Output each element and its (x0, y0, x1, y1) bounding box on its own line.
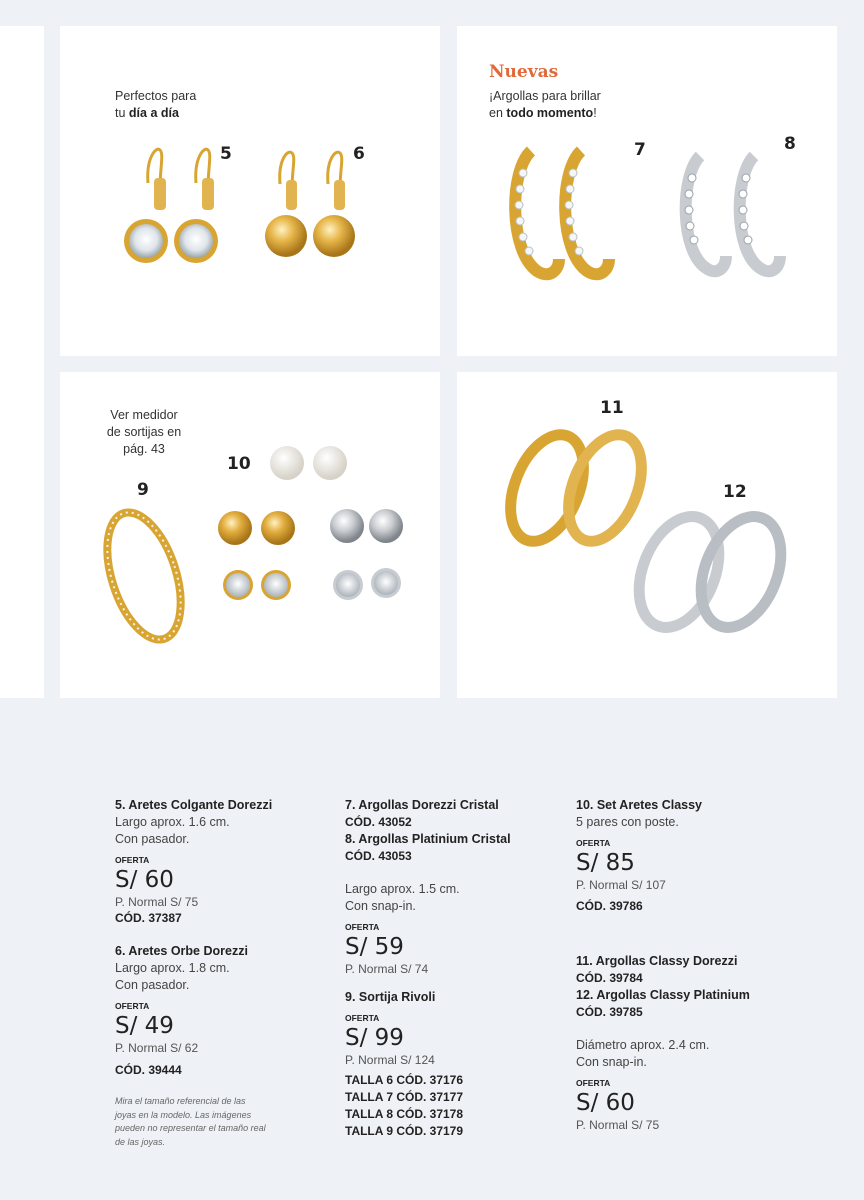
ring-size-code: TALLA 7 CÓD. 37177 (345, 1090, 464, 1104)
normal-price-7-8: P. Normal S/ 74 (345, 962, 429, 976)
product-desc: Largo aprox. 1.8 cm. (115, 961, 230, 975)
product-info-column-2 (345, 797, 555, 1140)
product-desc: Largo aprox. 1.5 cm. (345, 882, 460, 896)
offer-price-6: S/ 49 (115, 1013, 174, 1039)
product-name-10: 10. Set Aretes Classy (576, 798, 703, 812)
normal-price-5: P. Normal S/ 75 (115, 895, 199, 909)
product-panel-7-8 (457, 26, 837, 356)
product-number-7: 7 (634, 140, 646, 160)
product-number-8: 8 (784, 134, 796, 154)
product-desc: 5 pares con poste. (576, 815, 679, 829)
crystal-drop-earrings-image (120, 138, 260, 278)
product-number-5: 5 (220, 144, 232, 164)
product-number-10: 10 (227, 454, 251, 474)
product-number-12: 12 (723, 482, 747, 502)
panel-caption: Perfectos para tu día a día (115, 89, 197, 120)
product-name-8: 8. Argollas Platinium Cristal (345, 832, 511, 846)
classy-earring-set-image (210, 440, 410, 610)
product-name-12: 12. Argollas Classy Platinium (576, 988, 750, 1002)
gold-ball-earrings-image (260, 144, 370, 274)
product-panel-11-12 (457, 372, 837, 698)
offer-label: OFERTA (576, 838, 611, 848)
product-panel-5-6 (60, 26, 440, 356)
product-panel-9-10 (60, 372, 440, 698)
offer-label: OFERTA (576, 1078, 611, 1088)
left-edge-panel (0, 26, 44, 698)
product-name-9: 9. Sortija Rivoli (345, 990, 436, 1004)
product-desc: Con pasador. (115, 832, 190, 846)
product-code-6: CÓD. 39444 (115, 1063, 182, 1077)
offer-label: OFERTA (345, 1013, 380, 1023)
product-info-column-1 (115, 797, 325, 1149)
normal-price-10: P. Normal S/ 107 (576, 878, 666, 892)
product-desc: Largo aprox. 1.6 cm. (115, 815, 230, 829)
product-name-7: 7. Argollas Dorezzi Cristal (345, 798, 499, 812)
product-code-11: CÓD. 39784 (576, 971, 643, 985)
normal-price-6: P. Normal S/ 62 (115, 1041, 199, 1055)
product-code-10: CÓD. 39786 (576, 899, 643, 913)
offer-label: OFERTA (115, 1001, 150, 1011)
silver-classy-hoops-image (629, 490, 799, 640)
product-number-9: 9 (137, 480, 149, 500)
product-code-5: CÓD. 37387 (115, 911, 182, 925)
normal-price-9: P. Normal S/ 124 (345, 1053, 435, 1067)
offer-price-5: S/ 60 (115, 867, 174, 893)
product-desc: Diámetro aprox. 2.4 cm. (576, 1038, 710, 1052)
product-name-11: 11. Argollas Classy Dorezzi (576, 954, 738, 968)
offer-label: OFERTA (345, 922, 380, 932)
product-number-6: 6 (353, 144, 365, 164)
product-desc: Con snap-in. (345, 899, 416, 913)
panel-caption: ¡Argollas para brillar en todo momento! (489, 89, 601, 120)
crystal-ring-image (96, 504, 196, 654)
offer-price-9: S/ 99 (345, 1025, 404, 1051)
product-desc: Con pasador. (115, 978, 190, 992)
offer-price-11-12: S/ 60 (576, 1090, 635, 1116)
product-code-12: CÓD. 39785 (576, 1005, 643, 1019)
offer-price-10: S/ 85 (576, 850, 635, 876)
product-desc: Con snap-in. (576, 1055, 647, 1069)
offer-label: OFERTA (115, 855, 150, 865)
normal-price-11-12: P. Normal S/ 75 (576, 1118, 660, 1132)
product-code-8: CÓD. 43053 (345, 849, 412, 863)
product-name-6: 6. Aretes Orbe Dorezzi (115, 944, 248, 958)
product-number-11: 11 (600, 398, 624, 418)
ring-sizer-caption: Ver medidor de sortijas en pág. 43 (106, 408, 182, 456)
offer-price-7-8: S/ 59 (345, 934, 404, 960)
silver-crystal-hoops-image (672, 136, 812, 296)
new-tag: Nuevas (489, 62, 559, 82)
size-disclaimer: Mira el tamaño referencial de las joyas en la modelo. Las imágenes pueden no representar el tamaño real de las joyas. (115, 1096, 266, 1147)
ring-size-code: TALLA 8 CÓD. 37178 (345, 1107, 464, 1121)
product-name-5: 5. Aretes Colgante Dorezzi (115, 798, 273, 812)
ring-size-code: TALLA 6 CÓD. 37176 (345, 1073, 464, 1087)
gold-crystal-hoops-image (499, 131, 649, 296)
ring-size-code: TALLA 9 CÓD. 37179 (345, 1124, 464, 1138)
product-info-column-3 (576, 797, 786, 1133)
product-code-7: CÓD. 43052 (345, 815, 412, 829)
